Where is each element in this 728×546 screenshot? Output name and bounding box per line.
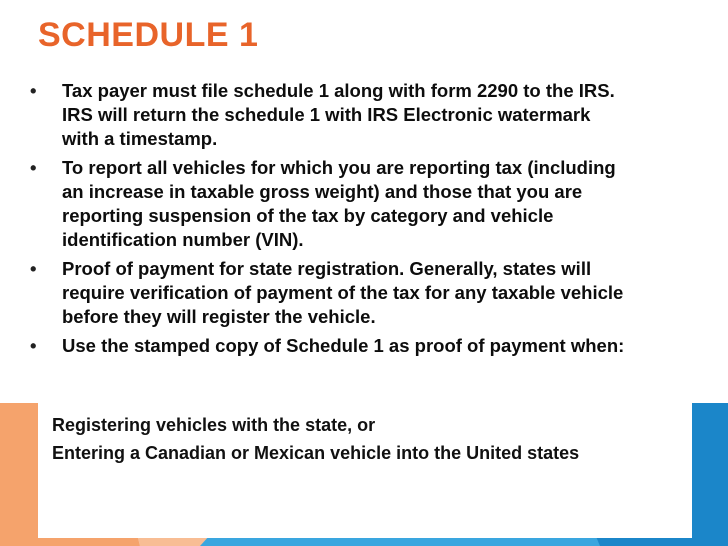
- slide-title: SCHEDULE 1: [38, 16, 259, 54]
- bullet-text: Use the stamped copy of Schedule 1 as proof of payment when:: [62, 335, 625, 356]
- bullet-item: [28, 257, 628, 329]
- bullet-text: Tax payer must file schedule 1 along with form 2290 to the IRS. IRS will return the schedule 1 with IRS Electronic watermark with a timestamp.: [62, 80, 615, 149]
- bullet-dot-icon: •: [30, 258, 37, 279]
- bullet-dot-icon: •: [30, 335, 37, 356]
- bullet-dot-icon: •: [30, 157, 37, 178]
- sub-item-entering: Entering a Canadian or Mexican vehicle into the United states: [52, 443, 580, 463]
- bullet-text: Proof of payment for state registration. Generally, states will require verification of payment of the tax for any taxable vehicle before they will register the vehicle.: [62, 258, 624, 327]
- bullet-item: [28, 79, 628, 151]
- bullet-dot-icon: •: [30, 80, 37, 101]
- bullet-item: [28, 334, 628, 358]
- bullet-text: To report all vehicles for which you are reporting tax (including an increase in taxable gross weight) and those that you are reporting suspension of the tax by category and vehicle identification number (VIN).: [62, 157, 616, 250]
- sub-item-registering: Registering vehicles with the state, or: [52, 415, 376, 435]
- bullet-list: [28, 79, 628, 363]
- bullet-item: [28, 156, 628, 252]
